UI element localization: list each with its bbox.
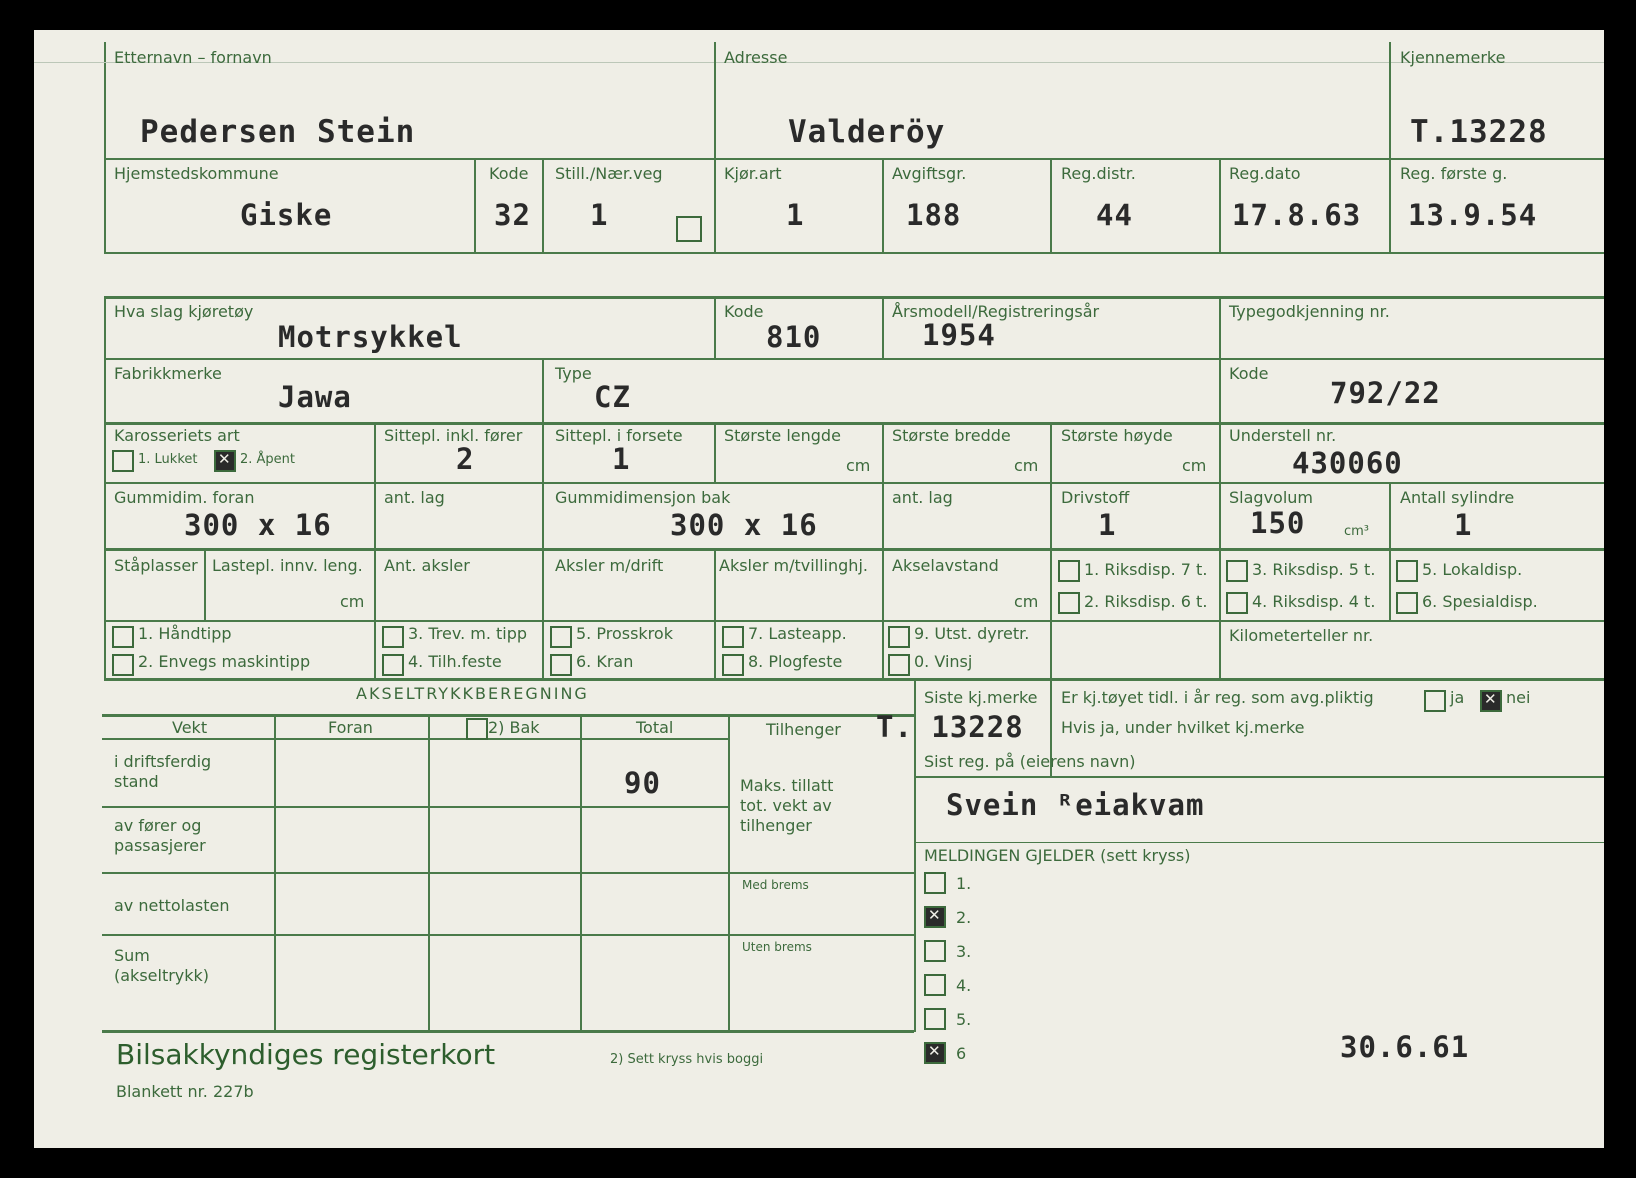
- year-label: Årsmodell/Registreringsår: [892, 302, 1100, 321]
- kode-value: 32: [494, 198, 531, 232]
- uten-brems-label: Uten brems: [742, 940, 812, 954]
- plog-checkbox[interactable]: [722, 654, 744, 676]
- regmark-value: T.13228: [1410, 114, 1548, 150]
- card-title: Bilsakkyndiges registerkort: [116, 1038, 496, 1071]
- type-label: Type: [555, 364, 592, 383]
- regmark-label: Kjennemerke: [1400, 48, 1506, 67]
- ant-lag-front-label: ant. lag: [384, 488, 445, 507]
- km-label: Kilometerteller nr.: [1229, 626, 1374, 645]
- municipality-label: Hjemstedskommune: [114, 164, 279, 183]
- volume-value: 150: [1250, 506, 1306, 540]
- kode-label: Kode: [489, 164, 529, 183]
- seats-label: Sittepl. inkl. fører: [384, 426, 523, 445]
- pross-checkbox[interactable]: [550, 626, 572, 648]
- name-value: Pedersen Stein: [140, 114, 416, 150]
- still-checkbox[interactable]: [676, 216, 702, 242]
- last-mark-label: Siste kj.merke: [924, 688, 1038, 707]
- nei-label: nei: [1506, 688, 1531, 707]
- regdistr-label: Reg.distr.: [1061, 164, 1136, 183]
- front-seats-value: 1: [612, 442, 631, 476]
- registration-card: [34, 30, 1604, 1148]
- front-seats-label: Sittepl. i forsete: [555, 426, 683, 445]
- blankett-label: Blankett nr. 227b: [116, 1082, 254, 1101]
- meld-6-label: 6: [956, 1044, 967, 1063]
- body-open-label: 2. Åpent: [240, 452, 296, 467]
- regdato-value: 17.8.63: [1232, 198, 1362, 232]
- body-closed-checkbox[interactable]: [112, 450, 134, 472]
- handtipp-label: 1. Håndtipp: [138, 624, 232, 643]
- vkode-value: 810: [766, 320, 822, 354]
- typegod-label: Typegodkjenning nr.: [1229, 302, 1390, 321]
- chassis-value: 430060: [1292, 446, 1403, 480]
- kind-value: Motrsykkel: [278, 320, 463, 354]
- riks3-checkbox[interactable]: [1226, 560, 1248, 582]
- meld-3-checkbox[interactable]: [924, 940, 946, 962]
- axle-dist-unit: cm: [1014, 592, 1039, 611]
- lasteapp-checkbox[interactable]: [722, 626, 744, 648]
- type-value: CZ: [594, 380, 631, 414]
- lokal-label: 5. Lokaldisp.: [1422, 560, 1523, 579]
- name-label: Etternavn – fornavn: [114, 48, 272, 67]
- cargo-unit: cm: [340, 592, 365, 611]
- address-label: Adresse: [724, 48, 788, 67]
- vinsj-checkbox[interactable]: [888, 654, 910, 676]
- nei-checkbox[interactable]: [1480, 690, 1502, 712]
- kode2-label: Kode: [1229, 364, 1269, 383]
- col-foran: Foran: [328, 718, 373, 737]
- riks4-checkbox[interactable]: [1226, 592, 1248, 614]
- meld-5-label: 5.: [956, 1010, 972, 1029]
- kind-label: Hva slag kjøretøy: [114, 302, 254, 321]
- regforste-label: Reg. første g.: [1400, 164, 1508, 183]
- make-value: Jawa: [278, 380, 352, 414]
- tyre-front-label: Gummidim. foran: [114, 488, 255, 507]
- kran-checkbox[interactable]: [550, 654, 572, 676]
- meld-6-checkbox[interactable]: [924, 1042, 946, 1064]
- riks1-label: 1. Riksdisp. 7 t.: [1084, 560, 1208, 579]
- utst-checkbox[interactable]: [888, 626, 910, 648]
- maks-label: Maks. tillatt tot. vekt av tilhenger: [740, 776, 834, 835]
- volume-unit: cm³: [1344, 524, 1370, 539]
- prev-question: Er kj.tøyet tidl. i år reg. som avg.pliktig: [1061, 688, 1374, 707]
- trev-label: 3. Trev. m. tipp: [408, 624, 528, 643]
- regdato-label: Reg.dato: [1229, 164, 1301, 183]
- riks4-label: 4. Riksdisp. 4 t.: [1252, 592, 1376, 611]
- avgift-label: Avgiftsgr.: [892, 164, 967, 183]
- meld-1-checkbox[interactable]: [924, 872, 946, 894]
- standing-label: Ståplasser: [114, 556, 198, 575]
- ja-label: ja: [1450, 688, 1465, 707]
- handtipp-checkbox[interactable]: [112, 626, 134, 648]
- row-nettolast: av nettolasten: [114, 896, 230, 915]
- col-bak: 2) Bak: [488, 718, 540, 737]
- hvis-label: Hvis ja, under hvilket kj.merke: [1061, 718, 1305, 737]
- axles-label: Ant. aksler: [384, 556, 470, 575]
- col-vekt: Vekt: [172, 718, 208, 737]
- width-unit: cm: [1014, 456, 1039, 475]
- tilh-label: 4. Tilh.feste: [408, 652, 502, 671]
- pross-label: 5. Prosskrok: [576, 624, 673, 643]
- tyre-front-value: 300 x 16: [184, 508, 332, 542]
- height-unit: cm: [1182, 456, 1207, 475]
- chassis-label: Understell nr.: [1229, 426, 1337, 445]
- length-label: Største lengde: [724, 426, 841, 445]
- seats-value: 2: [456, 442, 475, 476]
- body-closed-label: 1. Lukket: [138, 452, 198, 467]
- volume-label: Slagvolum: [1229, 488, 1313, 507]
- owner-label: Sist reg. på (eierens navn): [924, 752, 1136, 771]
- axles-twin-label: Aksler m/tvillinghj.: [719, 556, 868, 575]
- width-label: Største bredde: [892, 426, 1011, 445]
- ja-checkbox[interactable]: [1424, 690, 1446, 712]
- row-driftsferdig: i driftsferdig stand: [114, 752, 212, 791]
- municipality-value: Giske: [240, 198, 333, 232]
- meld-label: MELDINGEN GJELDER (sett kryss): [924, 846, 1191, 865]
- axles-drive-label: Aksler m/drift: [555, 556, 664, 575]
- year-value: 1954: [922, 318, 996, 352]
- kjorart-value: 1: [786, 198, 805, 232]
- regforste-value: 13.9.54: [1408, 198, 1538, 232]
- boggi-note: 2) Sett kryss hvis boggi: [610, 1052, 764, 1067]
- length-unit: cm: [846, 456, 871, 475]
- riks2-label: 2. Riksdisp. 6 t.: [1084, 592, 1208, 611]
- cargo-label: Lastepl. innv. leng.: [212, 556, 363, 575]
- plog-label: 8. Plogfeste: [748, 652, 843, 671]
- tyre-rear-value: 300 x 16: [670, 508, 818, 542]
- cyl-label: Antall sylindre: [1400, 488, 1515, 507]
- address-value: Valderöy: [788, 114, 946, 150]
- envegs-label: 2. Envegs maskintipp: [138, 652, 311, 671]
- tilh-checkbox[interactable]: [382, 654, 404, 676]
- bak-checkbox[interactable]: [466, 718, 488, 740]
- cyl-value: 1: [1454, 508, 1473, 542]
- col-total: Total: [636, 718, 674, 737]
- axle-title: AKSELTRYKKBEREGNING: [356, 684, 589, 703]
- regdistr-value: 44: [1096, 198, 1133, 232]
- last-mark-value: T. 13228: [876, 710, 1024, 744]
- riks3-label: 3. Riksdisp. 5 t.: [1252, 560, 1376, 579]
- date-value: 30.6.61: [1340, 1030, 1470, 1064]
- spesial-checkbox[interactable]: [1396, 592, 1418, 614]
- make-label: Fabrikkmerke: [114, 364, 222, 383]
- spesial-label: 6. Spesialdisp.: [1422, 592, 1538, 611]
- avgift-value: 188: [906, 198, 962, 232]
- envegs-checkbox[interactable]: [112, 654, 134, 676]
- lasteapp-label: 7. Lasteapp.: [748, 624, 847, 643]
- meld-1-label: 1.: [956, 874, 972, 893]
- kode2-value: 792/22: [1330, 376, 1441, 410]
- kran-label: 6. Kran: [576, 652, 634, 671]
- vinsj-label: 0. Vinsj: [914, 652, 973, 671]
- med-brems-label: Med brems: [742, 878, 809, 892]
- riks1-checkbox[interactable]: [1058, 560, 1080, 582]
- body-open-checkbox[interactable]: [214, 450, 236, 472]
- body-label: Karosseriets art: [114, 426, 240, 445]
- meld-3-label: 3.: [956, 942, 972, 961]
- ant-lag-rear-label: ant. lag: [892, 488, 953, 507]
- riks2-checkbox[interactable]: [1058, 592, 1080, 614]
- meld-4-checkbox[interactable]: [924, 974, 946, 996]
- meld-4-label: 4.: [956, 976, 972, 995]
- meld-2-checkbox[interactable]: [924, 906, 946, 928]
- vkode-label: Kode: [724, 302, 764, 321]
- still-label: Still./Nær.veg: [555, 164, 663, 183]
- trev-checkbox[interactable]: [382, 626, 404, 648]
- meld-2-label: 2.: [956, 908, 972, 927]
- meld-5-checkbox[interactable]: [924, 1008, 946, 1030]
- axle-dist-label: Akselavstand: [892, 556, 999, 575]
- owner-value: Svein ᴿeiakvam: [946, 788, 1205, 822]
- col-tilhenger: Tilhenger: [766, 720, 841, 739]
- lokal-checkbox[interactable]: [1396, 560, 1418, 582]
- kjorart-label: Kjør.art: [724, 164, 782, 183]
- fuel-value: 1: [1098, 508, 1117, 542]
- fuel-label: Drivstoff: [1061, 488, 1130, 507]
- row-sum: Sum (akseltrykk): [114, 946, 210, 985]
- row-driftsferdig-total: 90: [624, 766, 661, 800]
- height-label: Største høyde: [1061, 426, 1173, 445]
- utst-label: 9. Utst. dyretr.: [914, 624, 1030, 643]
- still-value: 1: [590, 198, 609, 232]
- row-forer: av fører og passasjerer: [114, 816, 206, 855]
- tyre-rear-label: Gummidimensjon bak: [555, 488, 731, 507]
